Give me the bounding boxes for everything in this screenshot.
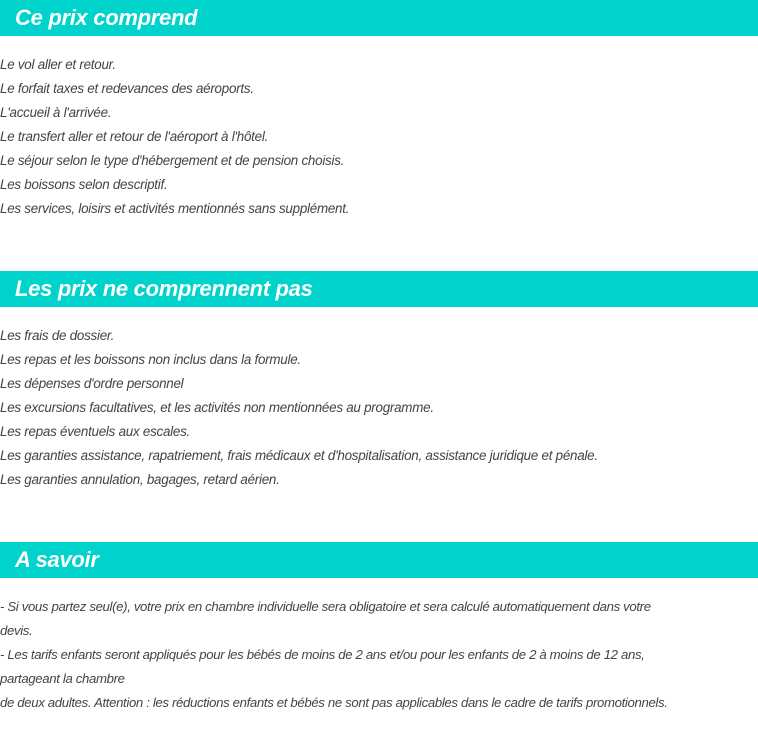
list-item: Les dépenses d'ordre personnel (0, 376, 184, 391)
list-item: Les excursions facultatives, et les activités non mentionnées au programme. (0, 400, 434, 415)
text-line: - Les tarifs enfants seront appliqués pour les bébés de moins de 2 ans et/ou pour les enfants de 2 à moins de 12 ans, (0, 647, 645, 662)
section-good-to-know (0, 542, 758, 715)
list-item: Les repas et les boissons non inclus dans la formule. (0, 352, 301, 367)
text-line: partageant la chambre (0, 671, 125, 686)
text-line: - Si vous partez seul(e), votre prix en chambre individuelle sera obligatoire et sera calculé automatiquement dans votre (0, 599, 651, 614)
list-item: Les repas éventuels aux escales. (0, 424, 191, 439)
list-item: Le transfert aller et retour de l'aéroport à l'hôtel. (0, 129, 269, 144)
excluded-list (0, 324, 758, 492)
list-item: Les services, loisirs et activités mentionnés sans supplément. (0, 201, 350, 216)
list-item: L'accueil à l'arrivée. (0, 105, 112, 120)
section-price-excludes (0, 271, 758, 492)
list-item: Les boissons selon descriptif. (0, 177, 168, 192)
included-list (0, 53, 758, 221)
section-heading: A savoir (0, 542, 758, 578)
text-line: de deux adultes. Attention : les réductions enfants et bébés ne sont pas applicables dans le cadre de tarifs promotionnels. (0, 695, 668, 710)
list-item: Le vol aller et retour. (0, 57, 116, 72)
section-heading: Les prix ne comprennent pas (0, 271, 758, 307)
list-item: Le forfait taxes et redevances des aéroports. (0, 81, 254, 96)
text-line: devis. (0, 623, 33, 638)
list-item: Le séjour selon le type d'hébergement et de pension choisis. (0, 153, 345, 168)
section-price-includes (0, 0, 758, 221)
notes-paragraph (0, 595, 758, 715)
list-item: Les garanties annulation, bagages, retard aérien. (0, 472, 280, 487)
section-heading: Ce prix comprend (0, 0, 758, 36)
list-item: Les frais de dossier. (0, 328, 115, 343)
list-item: Les garanties assistance, rapatriement, frais médicaux et d'hospitalisation, assistance juridique et pénale. (0, 448, 598, 463)
